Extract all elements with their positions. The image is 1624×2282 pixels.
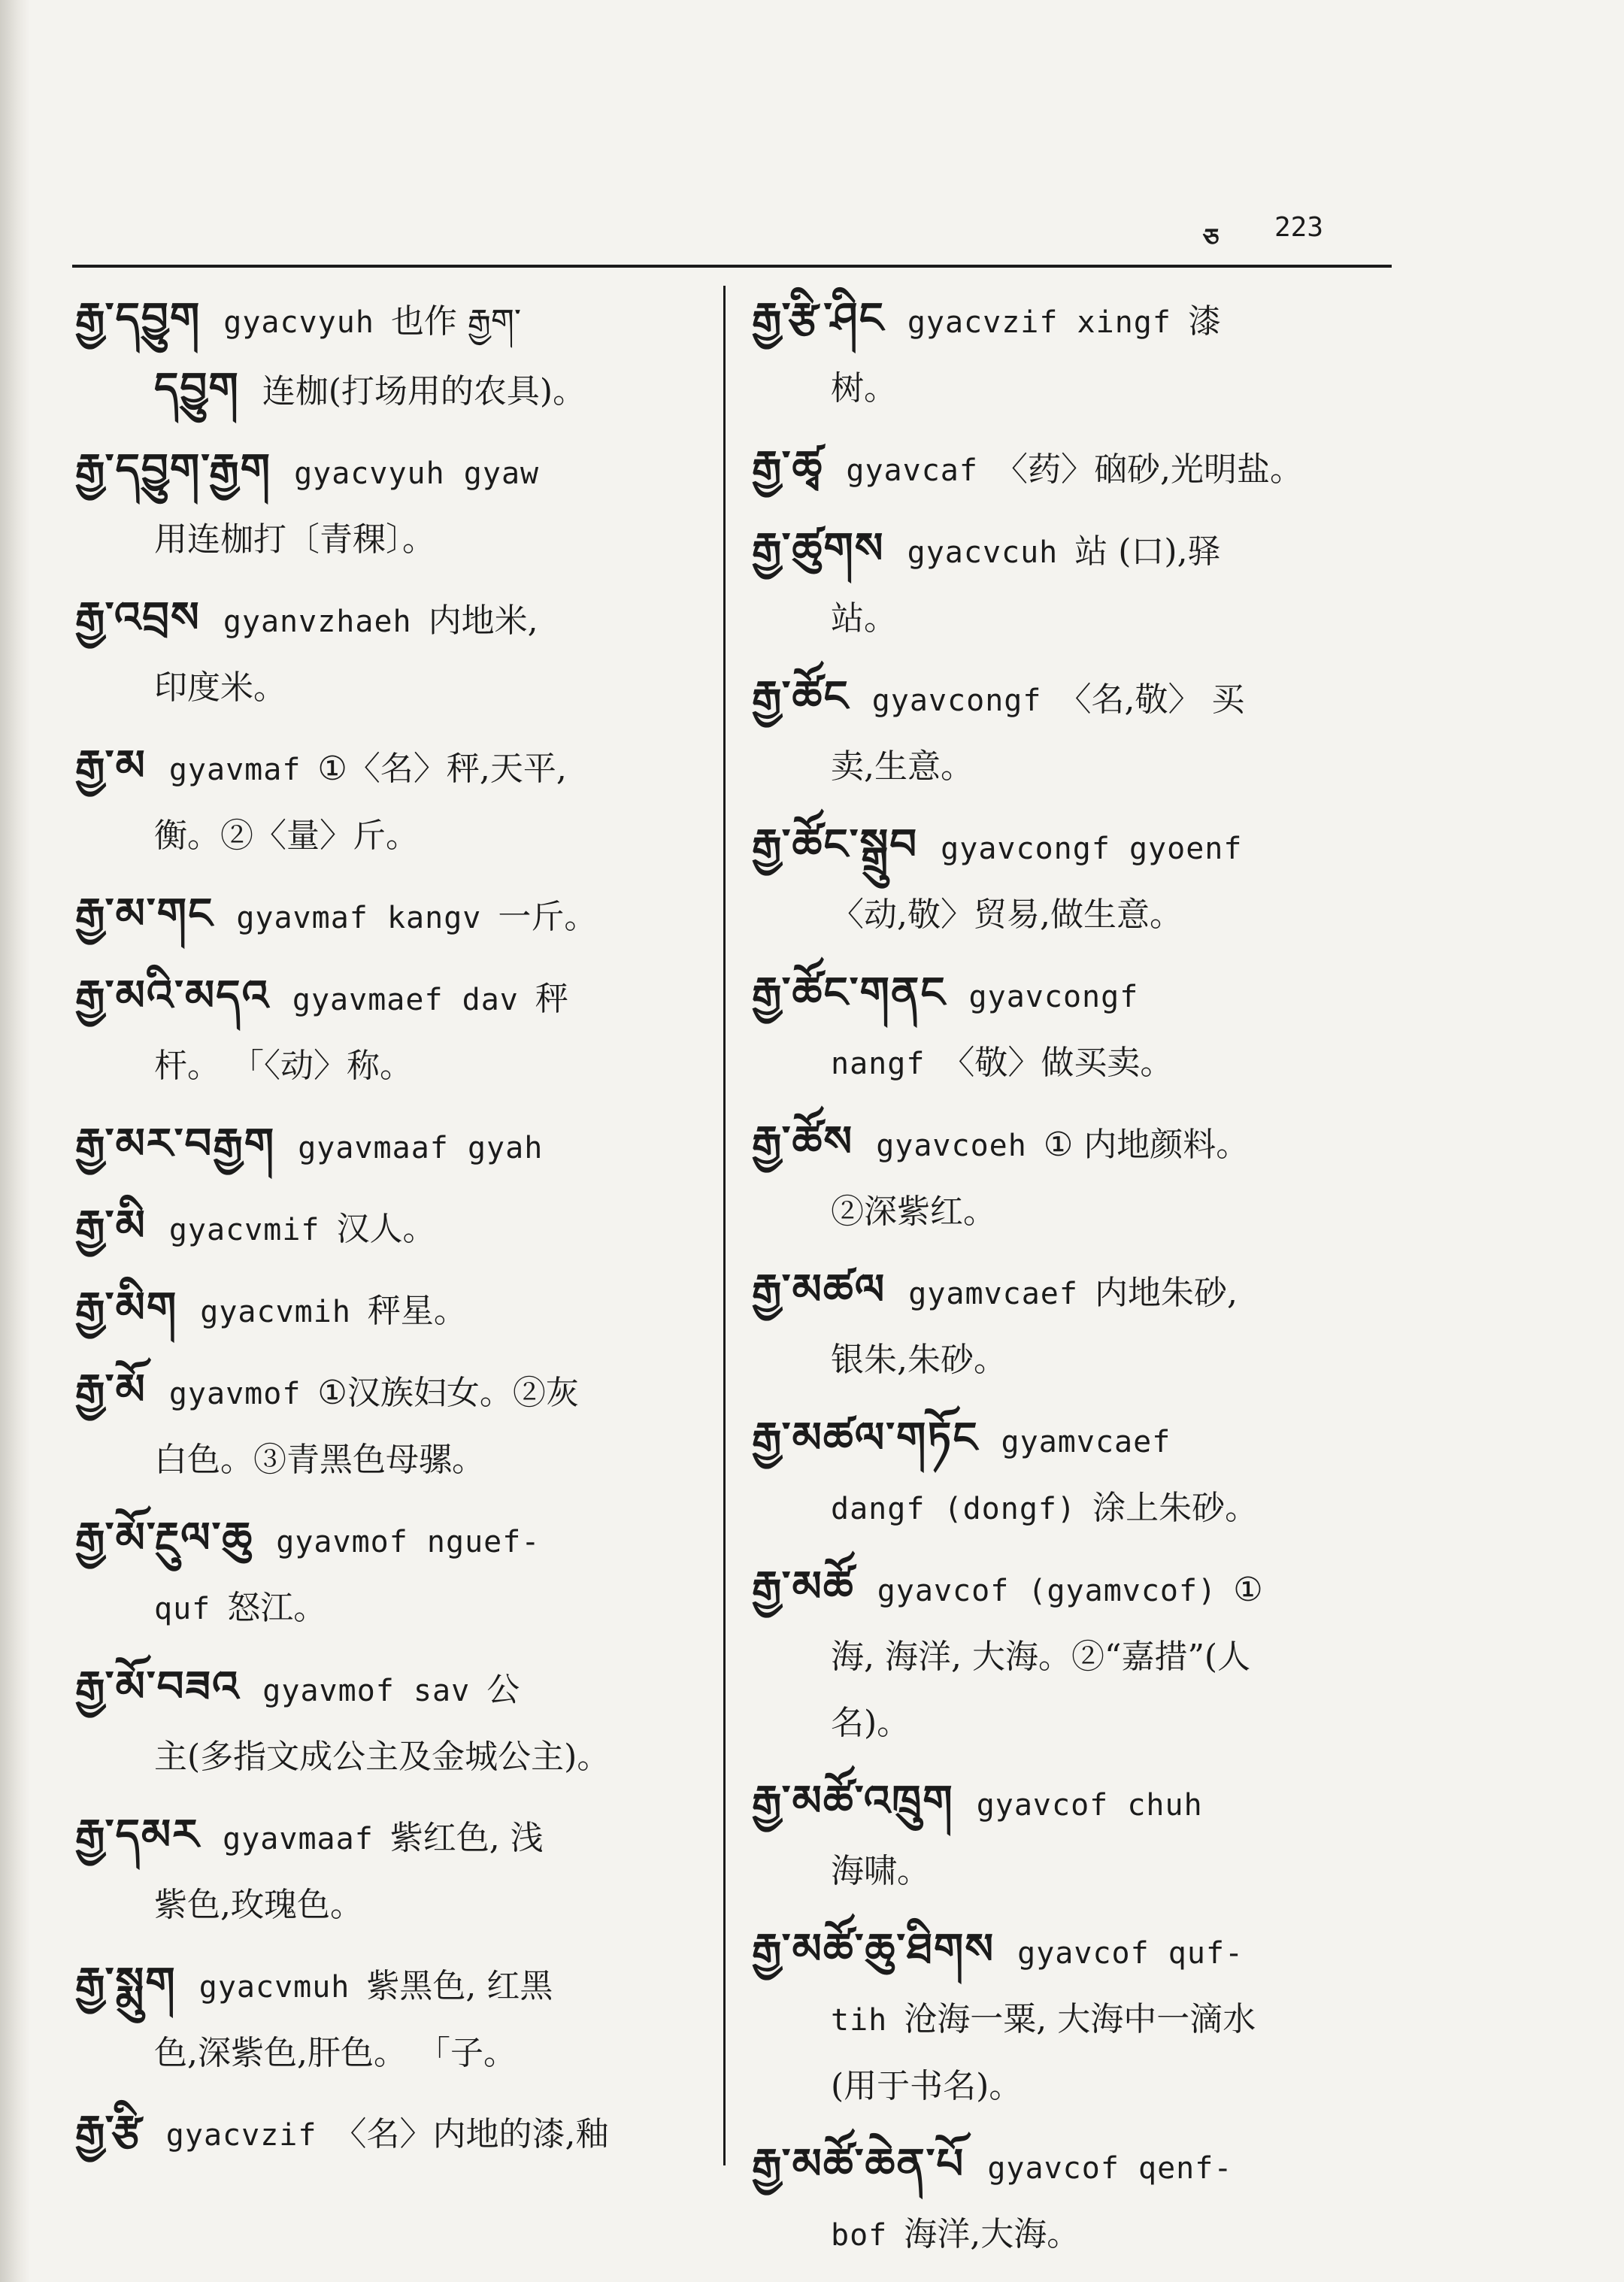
chinese-definition: ①汉族妇女。②灰 xyxy=(317,1374,579,1412)
tibetan-headword: རྒྱ་ཚོས xyxy=(752,1117,854,1166)
chinese-definition: 〈敬〉做买卖。 xyxy=(941,1044,1174,1082)
romanization: quf xyxy=(154,1592,211,1626)
romanization: gyavcof (gyamvcof) xyxy=(877,1574,1217,1608)
chinese-definition: 公 xyxy=(486,1671,520,1709)
romanization: gyavcongf gyoenf xyxy=(941,832,1243,866)
chinese-definition: 主(多指文成公主及金城公主)。 xyxy=(154,1738,611,1776)
header-rule xyxy=(72,265,1392,268)
tibetan-headword: རྒྱ་དབྱུག་རྒྱག xyxy=(75,445,272,494)
entry-first-line xyxy=(75,1357,714,1427)
entry-first-line xyxy=(75,286,714,356)
tibetan-headword: རྒྱ་ཚུགས xyxy=(752,524,885,573)
entry-first-line xyxy=(75,2099,714,2168)
entry-first-line xyxy=(752,960,1391,1030)
tibetan-headword: རྒྱ་ཚོང་གནང xyxy=(752,968,947,1017)
tibetan-headword: རྒྱ་ཚོང xyxy=(752,672,850,721)
tibetan-headword: རྒྱ་སྨུག xyxy=(75,1959,177,2008)
entry-continuation-line xyxy=(75,1575,714,1642)
entry-continuation-line xyxy=(752,1179,1391,1245)
entry-first-line xyxy=(75,1275,714,1345)
chinese-definition: 紫红色, 浅 xyxy=(389,1819,544,1857)
tibetan-headword: རྒྱ་མོ xyxy=(75,1365,147,1414)
tibetan-headword: རྒྱ་དབྱུག xyxy=(75,294,201,343)
tibetan-headword: རྒྱ་མོ་རྔུལ་ཆུ xyxy=(75,1514,254,1562)
entry-first-line xyxy=(75,881,714,951)
romanization: gyacvzif xingf xyxy=(907,305,1171,340)
chinese-definition: 白色。③青黑色母骡。 xyxy=(154,1441,485,1479)
romanization: gyacvcuh xyxy=(907,535,1059,570)
chinese-definition: ②深紫红。 xyxy=(831,1193,996,1231)
romanization: gyavcongf xyxy=(871,683,1042,718)
chinese-definition: ①〈名〉秤,天平, xyxy=(317,750,567,788)
page-number: 223 xyxy=(1274,212,1324,243)
column-divider xyxy=(723,286,726,2165)
entry-continuation-line xyxy=(752,1624,1391,1690)
tibetan-headword: རྒྱ་མཚོ་ཆེན་པོ xyxy=(752,2140,965,2189)
romanization: bof xyxy=(831,2218,888,2253)
romanization: gyavcongf xyxy=(968,980,1139,1014)
chinese-definition: 〈动,敬〉贸易,做生意。 xyxy=(831,896,1183,934)
entry-continuation-line xyxy=(75,1724,714,1790)
chinese-definition: 树。 xyxy=(831,369,897,408)
entry-continuation-line xyxy=(752,586,1391,652)
entry-continuation-line xyxy=(75,2020,714,2087)
entry-first-line xyxy=(752,286,1391,356)
entry-first-line xyxy=(752,1768,1391,1838)
entry-first-line xyxy=(752,516,1391,586)
dictionary-entry xyxy=(75,963,714,1099)
romanization: dangf (dongf) xyxy=(831,1492,1077,1526)
tibetan-headword: རྒྱ་དམར xyxy=(75,1811,201,1859)
dictionary-entry xyxy=(752,1109,1391,1245)
dictionary-entry xyxy=(752,1405,1391,1542)
entry-continuation-line xyxy=(752,734,1391,800)
tibetan-headword: རྒྱ་མར་བརྒྱག xyxy=(75,1120,276,1168)
tibetan-headword: རྒྱ་རྩི xyxy=(75,2107,144,2156)
entry-continuation-line xyxy=(75,1033,714,1099)
chinese-definition: 沧海一粟, 大海中一滴水 xyxy=(904,2000,1256,2038)
entry-continuation-line xyxy=(752,1987,1391,2053)
tibetan-headword: རྒྱ་མ་གང xyxy=(75,889,214,938)
dictionary-entry xyxy=(75,1193,714,1263)
chinese-definition: 内地米, xyxy=(428,602,538,640)
chinese-definition: 海, 海洋, 大海。②“嘉措”(人 xyxy=(831,1638,1251,1676)
chinese-definition: 〈药〉硇砂,光明盐。 xyxy=(994,450,1303,489)
entry-first-line xyxy=(75,437,714,507)
chinese-definition: 也作 རྒྱག་ xyxy=(390,302,522,341)
tibetan-headword: རྒྱ་མཚལ xyxy=(752,1265,886,1314)
entry-first-line xyxy=(752,812,1391,882)
romanization: gyavmaaf xyxy=(223,1822,374,1856)
romanization: gyavmof sav xyxy=(262,1674,471,1708)
romanization: gyavmaf xyxy=(168,753,301,787)
entry-continuation-line xyxy=(75,1872,714,1938)
entry-continuation-line xyxy=(752,1327,1391,1393)
romanization: gyavmaef dav xyxy=(292,983,519,1017)
entry-first-line xyxy=(75,963,714,1033)
dictionary-entry xyxy=(752,960,1391,1097)
tibetan-headword: དབྱུག xyxy=(154,364,240,413)
chinese-definition: 连枷(打场用的农具)。 xyxy=(262,372,586,411)
romanization: tih xyxy=(831,2003,888,2038)
tibetan-headword: རྒྱ་མོ་བཟའ xyxy=(75,1662,241,1711)
romanization: gyavcof quf- xyxy=(1017,1936,1244,1971)
dictionary-entry xyxy=(75,733,714,869)
dictionary-entry xyxy=(75,1357,714,1493)
chinese-definition: 漆 xyxy=(1187,302,1221,341)
chinese-definition: 〈名〉内地的漆,釉 xyxy=(333,2115,609,2153)
entry-first-line xyxy=(75,733,714,803)
dictionary-entry xyxy=(75,881,714,951)
entry-continuation-line xyxy=(752,1475,1391,1542)
dictionary-entry xyxy=(752,434,1391,504)
entry-continuation-line xyxy=(752,356,1391,422)
romanization: gyavcof qenf- xyxy=(987,2151,1233,2186)
chinese-definition: (用于书名)。 xyxy=(831,2067,1023,2105)
chinese-definition: 一斤。 xyxy=(498,898,598,936)
tibetan-headword: རྒྱ་མིག xyxy=(75,1283,178,1332)
tibetan-headword: རྒྱ་མཚོ་ཆུ་ཐིགས xyxy=(752,1925,995,1974)
tibetan-headword: རྒྱ་མི xyxy=(75,1202,147,1250)
entry-first-line xyxy=(752,1917,1391,1987)
dictionary-entry xyxy=(75,1505,714,1642)
chinese-definition: 汉人。 xyxy=(336,1210,436,1248)
chinese-definition: 秤星。 xyxy=(367,1292,467,1330)
entry-first-line xyxy=(752,2132,1391,2202)
dictionary-entry xyxy=(752,286,1391,422)
entry-continuation-line xyxy=(75,1427,714,1493)
dictionary-entry xyxy=(75,2099,714,2168)
romanization: gyacvmih xyxy=(200,1295,351,1329)
chinese-definition: 站 (口),驿 xyxy=(1074,532,1221,571)
entry-first-line xyxy=(752,1405,1391,1475)
chinese-definition: 紫黑色, 红黑 xyxy=(366,1967,553,2005)
chinese-definition: 杆。 「〈动〉称。 xyxy=(154,1047,413,1085)
entry-first-line xyxy=(752,1554,1391,1624)
dictionary-entry xyxy=(75,1802,714,1938)
entry-first-line xyxy=(75,1111,714,1181)
page-header xyxy=(1188,202,1376,254)
chinese-definition: 紫色,玫瑰色。 xyxy=(154,1886,363,1924)
dictionary-entry xyxy=(75,286,714,425)
romanization: gyavmaaf gyah xyxy=(298,1131,544,1165)
chinese-definition: 〈名,敬〉 买 xyxy=(1058,680,1245,719)
entry-continuation-line xyxy=(752,1690,1391,1756)
entry-first-line xyxy=(75,585,714,655)
romanization: gyacvmif xyxy=(168,1213,320,1247)
romanization: gyavmof xyxy=(168,1377,301,1411)
entry-continuation-line xyxy=(752,1030,1391,1097)
dictionary-entry xyxy=(752,1768,1391,1905)
romanization: gyacvzif xyxy=(165,2118,317,2153)
entry-first-line xyxy=(75,1802,714,1872)
chinese-definition: 内地朱砂, xyxy=(1094,1274,1238,1312)
chinese-definition: 衡。②〈量〉斤。 xyxy=(154,817,419,855)
romanization: gyacvmuh xyxy=(198,1970,350,2005)
dictionary-entry xyxy=(75,1275,714,1345)
entry-continuation-line xyxy=(75,507,714,573)
entry-first-line xyxy=(75,1950,714,2020)
dictionary-entry xyxy=(752,1554,1391,1756)
dictionary-entry xyxy=(752,1257,1391,1393)
chinese-definition: 色,深紫色,肝色。 「子。 xyxy=(154,2034,517,2072)
romanization: gyamvcaef xyxy=(908,1277,1078,1311)
dictionary-entry xyxy=(752,516,1391,652)
tibetan-headword: རྒྱ་འབྲས xyxy=(75,593,201,642)
romanization: gyanvzhaeh xyxy=(223,605,412,639)
chinese-definition: 卖,生意。 xyxy=(831,747,974,786)
tibetan-headword: རྒྱ་མཚལ་གཏོང xyxy=(752,1414,979,1462)
chinese-definition: 海洋,大海。 xyxy=(904,2215,1080,2253)
dictionary-entry xyxy=(75,1654,714,1790)
dictionary-entry xyxy=(75,585,714,721)
dictionary-entry xyxy=(75,437,714,573)
entry-continuation-line xyxy=(75,356,714,425)
entry-first-line xyxy=(752,1109,1391,1179)
entry-continuation-line xyxy=(752,1838,1391,1905)
tibetan-headword: རྒྱ་མཚོ་འཁྲུག xyxy=(752,1777,954,1826)
romanization: nangf xyxy=(831,1047,926,1081)
entry-continuation-line xyxy=(75,655,714,721)
entry-first-line xyxy=(75,1193,714,1263)
chinese-definition: 名)。 xyxy=(831,1704,910,1742)
dictionary-entry xyxy=(75,1950,714,2087)
entry-first-line xyxy=(752,664,1391,734)
chinese-definition: 印度米。 xyxy=(154,668,286,707)
dictionary-entry xyxy=(752,1917,1391,2120)
right-column xyxy=(752,286,1391,2280)
romanization: gyacvyuh gyaw xyxy=(294,456,540,491)
chinese-definition: 用连枷打〔青稞〕。 xyxy=(154,520,435,559)
romanization: gyavcoeh xyxy=(876,1129,1027,1163)
romanization: gyacvyuh xyxy=(223,305,374,340)
dictionary-entry xyxy=(752,2132,1391,2268)
entry-first-line xyxy=(752,434,1391,504)
tibetan-headword: རྒྱ་རྩི་ཤིང xyxy=(752,294,885,343)
romanization: gyavcaf xyxy=(846,453,978,488)
dictionary-entry xyxy=(752,812,1391,948)
entry-continuation-line xyxy=(752,882,1391,948)
tibetan-headword: རྒྱ་མའི་མདའ xyxy=(75,971,270,1020)
romanization: gyavmof nguef- xyxy=(276,1525,541,1559)
page-edge-shadow xyxy=(0,0,30,2282)
chinese-definition: 秤 xyxy=(535,980,568,1018)
entry-first-line xyxy=(752,1257,1391,1327)
chinese-definition: 海啸。 xyxy=(831,1852,930,1890)
entry-continuation-line xyxy=(752,2053,1391,2120)
romanization: gyavmaf kangv xyxy=(236,901,482,935)
entry-first-line xyxy=(75,1505,714,1575)
chinese-definition: 怒江。 xyxy=(227,1589,327,1627)
tibetan-headword: རྒྱ་ཚོང་སྒྲུབ xyxy=(752,820,919,869)
dictionary-entry xyxy=(752,664,1391,800)
tibetan-headword: རྒྱ་མ xyxy=(75,741,147,790)
tibetan-headword: རྒྱ་མཚོ xyxy=(752,1562,855,1611)
section-letter: ཅ xyxy=(1203,223,1220,253)
entry-continuation-line xyxy=(75,803,714,869)
romanization: gyamvcaef xyxy=(1001,1425,1171,1459)
chinese-definition: 涂上朱砂。 xyxy=(1092,1489,1259,1527)
entry-continuation-line xyxy=(752,2202,1391,2268)
chinese-definition: ① xyxy=(1233,1571,1263,1609)
tibetan-headword: རྒྱ་ཚྭ xyxy=(752,442,824,491)
romanization: gyavcof chuh xyxy=(976,1788,1203,1823)
dictionary-entry xyxy=(75,1111,714,1181)
chinese-definition: 银朱,朱砂。 xyxy=(831,1341,1007,1379)
left-column xyxy=(75,286,714,2180)
entry-first-line xyxy=(75,1654,714,1724)
chinese-definition: ① 内地颜料。 xyxy=(1043,1126,1250,1164)
chinese-definition: 站。 xyxy=(831,599,897,638)
